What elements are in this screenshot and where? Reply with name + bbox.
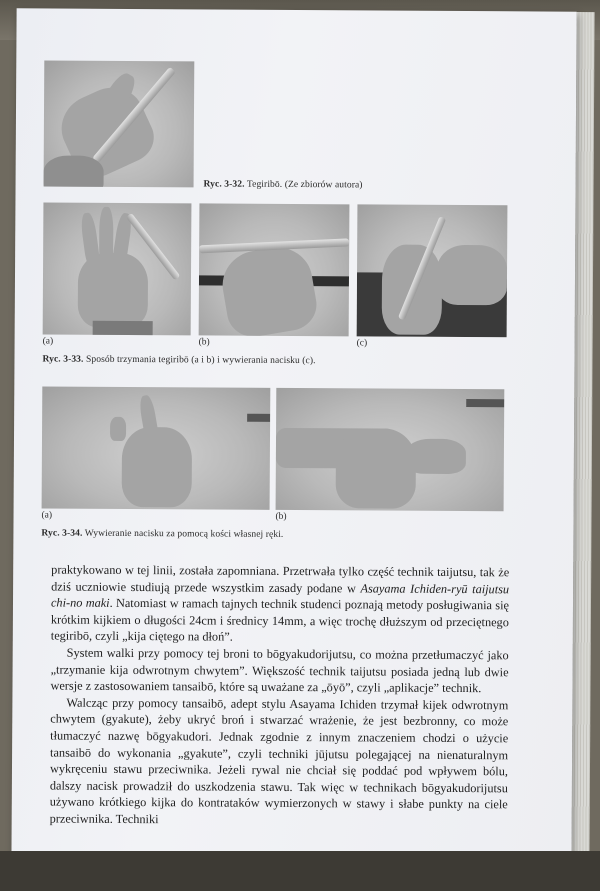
label-fig-3-33-b: (b) (198, 337, 210, 348)
figure-number: Ryc. 3-32. (203, 179, 245, 190)
body-text (50, 562, 510, 830)
photo-fig-3-32 (44, 60, 195, 187)
caption-fig-3-34 (41, 528, 283, 539)
photo-fig-3-34-a (42, 386, 271, 509)
caption-fig-3-32 (204, 179, 363, 190)
label-fig-3-33-c: (c) (356, 338, 368, 349)
caption-fig-3-33 (42, 354, 315, 366)
scan-backdrop-bottom (0, 851, 600, 891)
photo-fig-3-33-b (199, 203, 350, 336)
figure-number: Ryc. 3-34. (41, 528, 83, 539)
photo-fig-3-33-a (43, 202, 192, 335)
figure-caption-text: Sposób trzymania tegiribō (a i b) i wywierania nacisku (c). (85, 354, 316, 367)
figure-caption-text: Wywieranie nacisku za pomocą kości własnej ręki. (84, 528, 284, 540)
paragraph: Walcząc przy pomocy tansaibō, adept stylu Asayama Ichiden trzymał kijek odwrotnym chwytem (gyakute), żeby ukryć broń i stwarzać wrażenie, że jest bezbronny, co może tłumaczyć nazwę bōgyakudori. Jednak zgodnie z innym znaczeniem chodzi o użycie tansaibō do wykonania „gyakute”, czyli techniki jūjutsu polegającej na nienaturalnym wykręceniu stawu przeciwnika. Jeżeli rywal nie chciał się poddać pod wpływem bólu, dalszy nacisk prowadził do uszkodzenia stawu. Tak więc w technikach bōgyakudorijutsu używano krótkiego kijka do kontrataków wymierzonych w stawy i słabe punkty na ciele przeciwnika. Techniki (49, 695, 509, 827)
paragraph (51, 562, 509, 648)
label-fig-3-34-a: (a) (41, 510, 53, 521)
paragraph: System walki przy pomocy tej broni to bōgyakudorijutsu, co można przetłumaczyć jako „trzymanie kija odwrotnym chwytem”. Większość technik taijutsu posiada jedną lub dwie wersje z zastosowaniem tansaibō, które są uważane za „ōyō”, czyli „aplikacje” technik. (50, 645, 509, 696)
book-page (11, 8, 576, 871)
book-title: Asayama Ichiden-ryū taijutsu chi-no maki (50, 581, 510, 611)
photo-fig-3-34-b (276, 388, 505, 511)
paragraph-text: praktykowano w tej linii, została zapomniana. Przetrwała tylko część technik taijutsu, tak że dziś uczniowie studiują przede wszystkim zasady podane w (51, 562, 510, 596)
paragraph-text: . Natomiast w ramach tajnych technik studenci poznają metody posługiwania się krótkim kijkiem o długości 24cm i średnicy 14mm, a więc trochę dłuższym od przeciętnego tegiribō, czyli „kija ciętego na dłoń”. (50, 596, 510, 645)
label-fig-3-34-b: (b) (275, 511, 287, 522)
figure-number: Ryc. 3-33. (42, 354, 84, 365)
photo-fig-3-33-c (357, 204, 508, 337)
label-fig-3-33-a: (a) (42, 336, 54, 347)
figure-caption-text: Tegiribō. (Ze zbiorów autora) (246, 179, 363, 191)
